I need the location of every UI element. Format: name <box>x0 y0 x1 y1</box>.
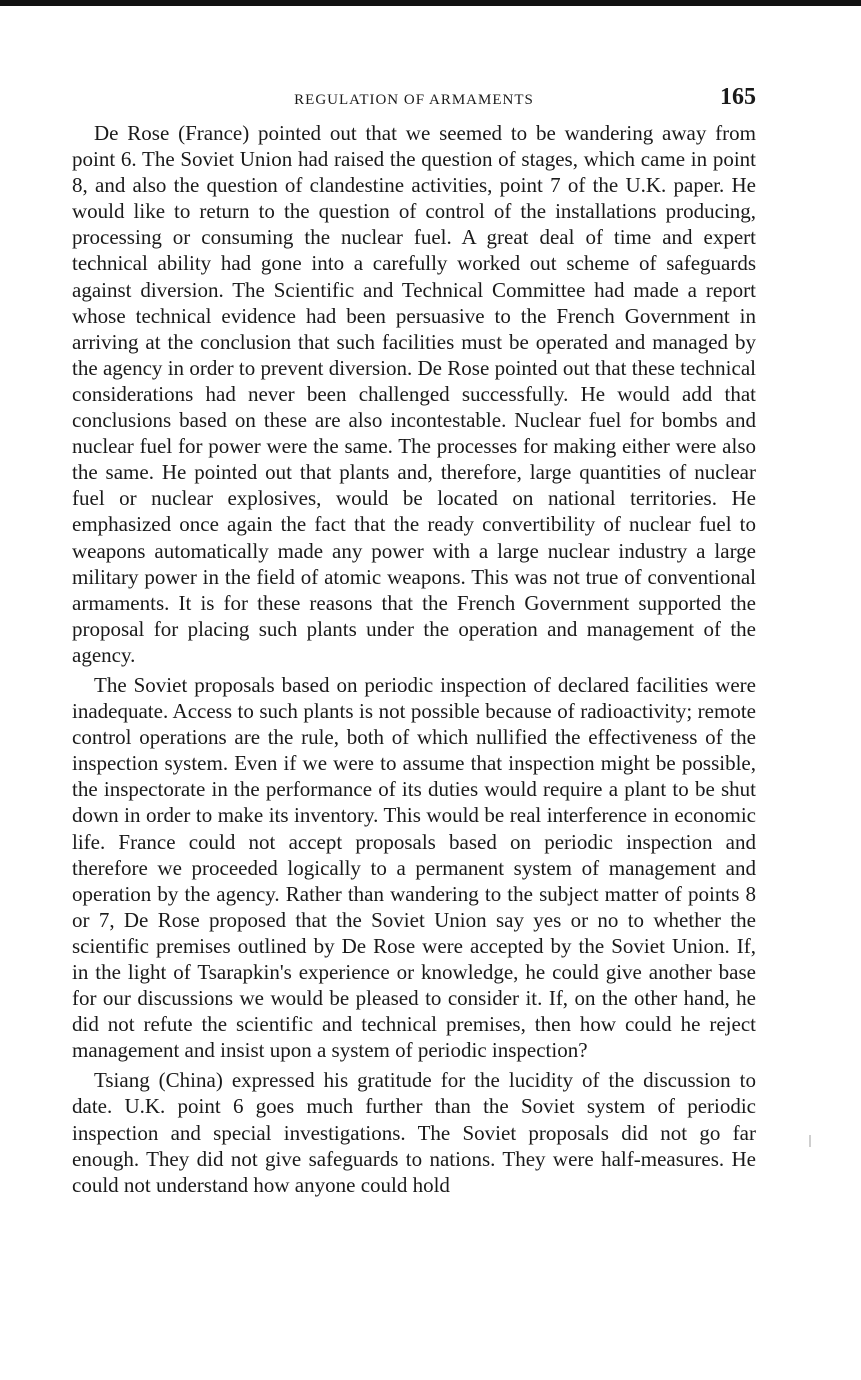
top-border <box>0 0 861 6</box>
document-page <box>72 84 756 1198</box>
page-number: 165 <box>720 84 756 110</box>
body-text <box>72 120 756 1198</box>
paragraph-tsiang: Tsiang (China) expressed his gratitude for the lucidity of the discussion to date. U.K. point 6 goes much further than the Soviet system of periodic inspection and special investigations. The Soviet proposals did not go far enough. They did not give safeguards to nations. They were half-measures. He could not understand how anyone could hold <box>72 1068 756 1197</box>
running-title: REGULATION OF ARMAMENTS <box>294 92 534 108</box>
scan-mark <box>809 1135 811 1147</box>
paragraph-de-rose: De Rose (France) pointed out that we seemed to be wandering away from point 6. The Soviet Union had raised the question of stages, which came in point 8, and also the question of clandestine activities, point 7 of the U.K. paper. He would like to return to the question of control of the installations producing, processing or consuming the nuclear fuel. A great deal of time and expert technical ability had gone into a carefully worked out scheme of safeguards against diversion. The Scientific and Technical Committee had made a report whose technical evidence had been persuasive to the French Government in arriving at the conclusion that such facilities must be operated and managed by the agency in order to prevent diversion. De Rose pointed out that these technical considerations had never been challenged successfully. He would add that conclusions based on these are also incontestable. Nuclear fuel for bombs and nuclear fuel for power were the same. The processes for making either were also the same. He pointed out that plants and, therefore, large quantities of nuclear fuel or nuclear explosives, would be located on national territories. He emphasized once again the fact that the ready convertibility of nuclear fuel to weapons automatically made any power with a large nuclear industry a large military power in the field of atomic weapons. This was not true of conventional armaments. It is for these reasons that the French Government supported the proposal for placing such plants under the operation and management of the agency. <box>72 121 756 667</box>
paragraph-soviet-proposals: The Soviet proposals based on periodic inspection of declared facilities were inadequate. Access to such plants is not possible because of radioactivity; remote control operations are the rule, both of which nullified the effectiveness of the inspection system. Even if we were to assume that inspection might be possible, the inspectorate in the performance of its duties would require a plant to be shut down in order to make its inventory. This would be real interference in economic life. France could not accept proposals based on periodic inspection and therefore we proceeded logically to a permanent system of management and operation by the agency. Rather than wandering to the subject matter of points 8 or 7, De Rose proposed that the Soviet Union say yes or no to whether the scientific premises outlined by De Rose were accepted by the Soviet Union. If, in the light of Tsarapkin's experience or knowledge, he could give another base for our discussions we would be pleased to consider it. If, on the other hand, he did not refute the scientific and technical premises, then how could he reject management and insist upon a system of periodic inspection? <box>72 672 756 1063</box>
running-head <box>72 84 756 118</box>
